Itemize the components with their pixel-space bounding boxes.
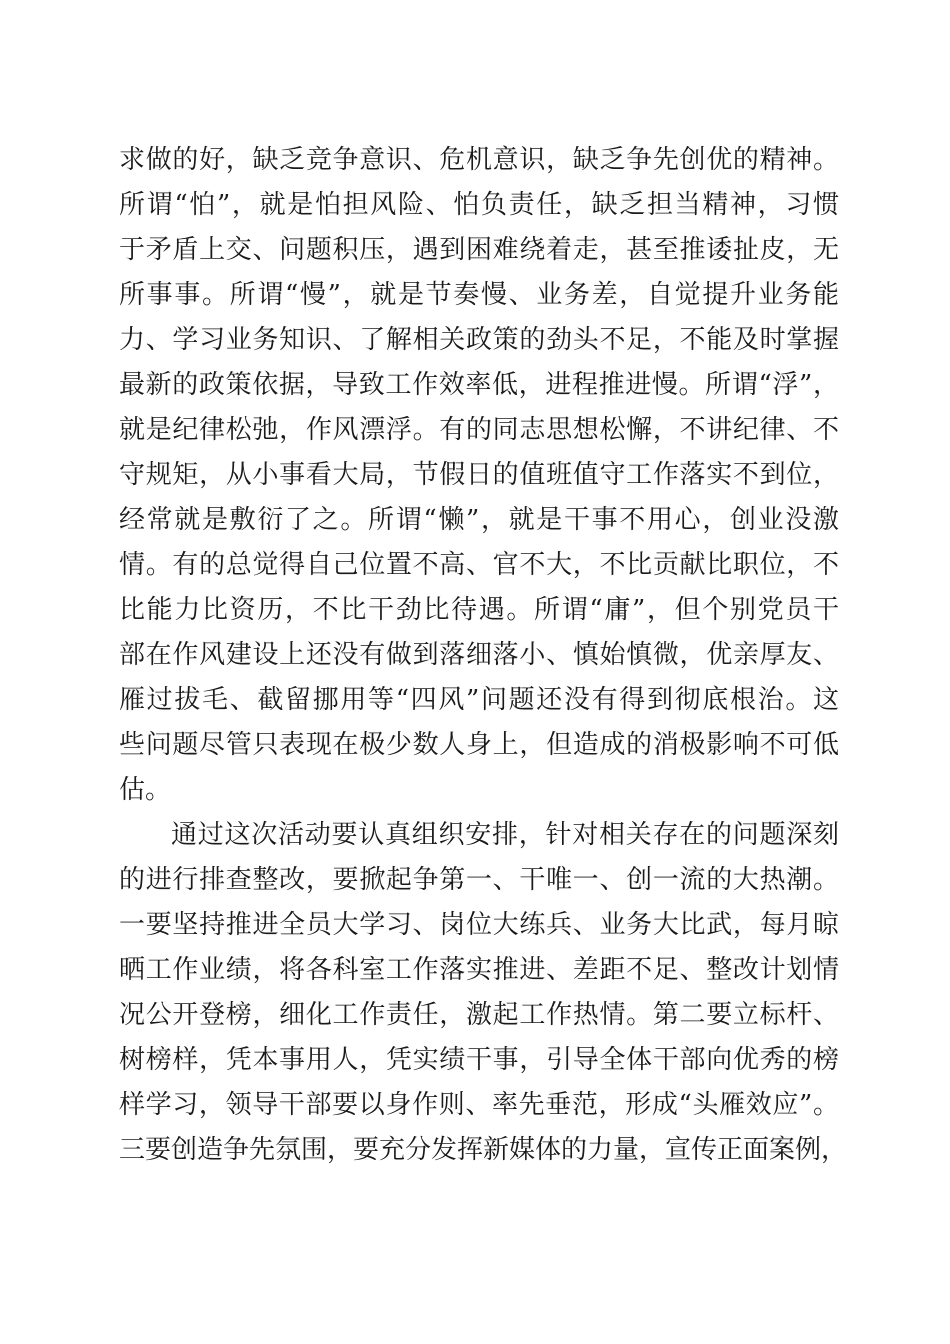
text-line-18: 一要坚持推进全员大学习、岗位大练兵、业务大比武，每月晾 xyxy=(119,910,839,940)
text-line-6: 最新的政策依据，导致工作效率低，进程推进慢。所谓“浮”， xyxy=(119,370,839,400)
text-line-11: 比能力比资历，不比干劲比待遇。所谓“庸”，但个别党员干 xyxy=(119,595,839,625)
text-line-5: 力、学习业务知识、了解相关政策的劲头不足，不能及时掌握 xyxy=(119,325,839,355)
text-line-3: 于矛盾上交、问题积压，遇到困难绕着走，甚至推诿扯皮，无 xyxy=(119,235,839,265)
text-line-12: 部在作风建设上还没有做到落细落小、慎始慎微，优亲厚友、 xyxy=(119,640,839,670)
text-line-13: 雁过拔毛、截留挪用等“四风”问题还没有得到彻底根治。这 xyxy=(119,685,839,715)
text-line-19: 晒工作业绩，将各科室工作落实推进、差距不足、整改计划情 xyxy=(119,955,839,985)
text-line-21: 树榜样，凭本事用人，凭实绩干事，引导全体干部向优秀的榜 xyxy=(119,1045,839,1075)
text-line-15: 估。 xyxy=(119,775,172,805)
text-line-2: 所谓“怕”，就是怕担风险、怕负责任，缺乏担当精神，习惯 xyxy=(119,190,839,220)
text-line-14: 些问题尽管只表现在极少数人身上，但造成的消极影响不可低 xyxy=(119,730,839,760)
text-line-16: 通过这次活动要认真组织安排，针对相关存在的问题深刻 xyxy=(171,820,839,850)
text-line-7: 就是纪律松弛，作风漂浮。有的同志思想松懈，不讲纪律、不 xyxy=(119,415,839,445)
text-line-9: 经常就是敷衍了之。所谓“懒”，就是干事不用心，创业没激 xyxy=(119,505,839,535)
text-line-17: 的进行排查整改，要掀起争第一、干唯一、创一流的大热潮。 xyxy=(119,865,839,895)
text-line-1: 求做的好，缺乏竞争意识、危机意识，缺乏争先创优的精神。 xyxy=(119,145,839,175)
text-line-22: 样学习，领导干部要以身作则、率先垂范，形成“头雁效应”。 xyxy=(119,1090,839,1120)
text-line-23: 三要创造争先氛围，要充分发挥新媒体的力量，宣传正面案例， xyxy=(119,1135,848,1165)
text-line-4: 所事事。所谓“慢”，就是节奏慢、业务差，自觉提升业务能 xyxy=(119,280,839,310)
text-line-20: 况公开登榜，细化工作责任，激起工作热情。第二要立标杆、 xyxy=(119,1000,839,1030)
text-line-8: 守规矩，从小事看大局，节假日的值班值守工作落实不到位， xyxy=(119,460,839,490)
text-line-10: 情。有的总觉得自己位置不高、官不大，不比贡献比职位，不 xyxy=(119,550,839,580)
